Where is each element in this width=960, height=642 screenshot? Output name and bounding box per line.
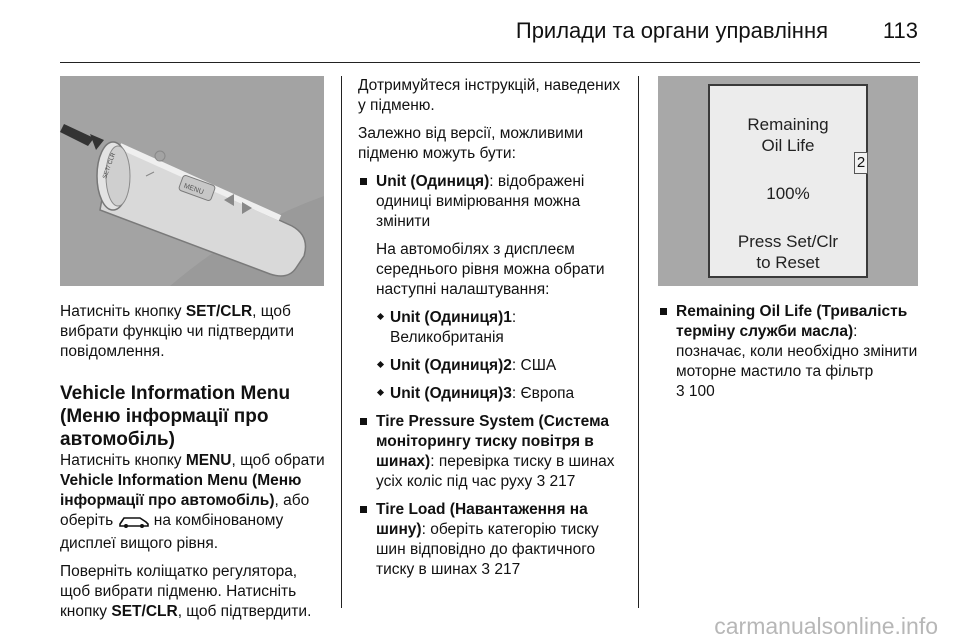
left-paragraph-2: Натисніть кнопку MENU, щоб обрати Vehicle Information Menu (Меню інформації про автомобіль), або оберіть на комбінованому дисплеї вищого рівня. [60, 452, 325, 552]
page-header [60, 0, 920, 63]
car-icon [118, 514, 150, 534]
set-clr-photo-label: SET/ CLR [102, 152, 118, 180]
unit-item: Unit (Одиниця): відображені одиниці вимірювання можна змінити [358, 172, 628, 232]
display-line-5: to Reset [756, 253, 820, 272]
middle-column [358, 76, 628, 588]
display-line-4: Press Set/Clr [737, 232, 839, 251]
unit-option-3: Unit (Одиниця)3: Європа [358, 384, 628, 404]
tire-load-item: Tire Load (Навантаження на шину): оберіть категорію тиску шин відповідно до фактичного тиску в шинах 3 217 [358, 500, 628, 580]
middle-paragraph-1: Дотримуйтеся інструкцій, наведених у підменю. [358, 77, 621, 114]
page-reference-icon: 3 [536, 473, 546, 490]
unit-option-2: Unit (Одиниця)2: США [358, 356, 628, 376]
header-page-number: 113 [882, 18, 918, 43]
oil-life-display-illustration [658, 76, 918, 286]
page-reference-icon: 3 [481, 561, 491, 578]
column-divider-2 [638, 76, 639, 608]
left-paragraph-1: Натисніть кнопку SET/CLR, щоб вибрати функцію чи підтвердити повідомлення. [60, 303, 295, 360]
oil-life-item: Remaining Oil Life (Тривалість терміну служби масла): позначає, коли необхідно змінити моторне мастило та фільтр 3 100 [658, 302, 924, 402]
unit-option-1: Unit (Одиниця)1: Великобританія [358, 308, 628, 348]
middle-paragraph-2: Залежно від версії, можливими підменю можуть бути: [358, 125, 584, 162]
page-reference-icon: 3 [676, 383, 685, 400]
header-title: Прилади та органи управління [515, 18, 828, 43]
display-percentage: 100% [766, 184, 810, 203]
turn-signal-stalk-illustration [60, 76, 324, 286]
column-divider-1 [341, 76, 342, 608]
display-line-2: Oil Life [761, 136, 815, 155]
menu-photo-label: MENU [182, 182, 205, 197]
stalk-photo [60, 76, 324, 286]
right-column [658, 76, 924, 410]
left-column [60, 76, 328, 630]
section-heading: Vehicle Information Menu (Меню інформації про автомобіль) [60, 383, 291, 450]
display-line-1: Remaining [747, 115, 829, 134]
watermark: carmanualsonline.info [714, 613, 938, 639]
tire-pressure-item: Tire Pressure System (Система моніторингу тиску повітря в шинах): перевірка тиску в шинах усіх коліс під час руху 3 217 [358, 412, 628, 492]
unit-note: На автомобілях з дисплеєм середнього рівня можна обрати наступні налаштування: [376, 241, 605, 298]
display-screen [708, 84, 868, 278]
left-paragraph-3: Поверніть коліщатко регулятора, щоб вибрати підменю. Натисніть кнопку SET/CLR, щоб підтвердити. [60, 563, 312, 620]
display-page-indicator: 2 [854, 152, 868, 174]
